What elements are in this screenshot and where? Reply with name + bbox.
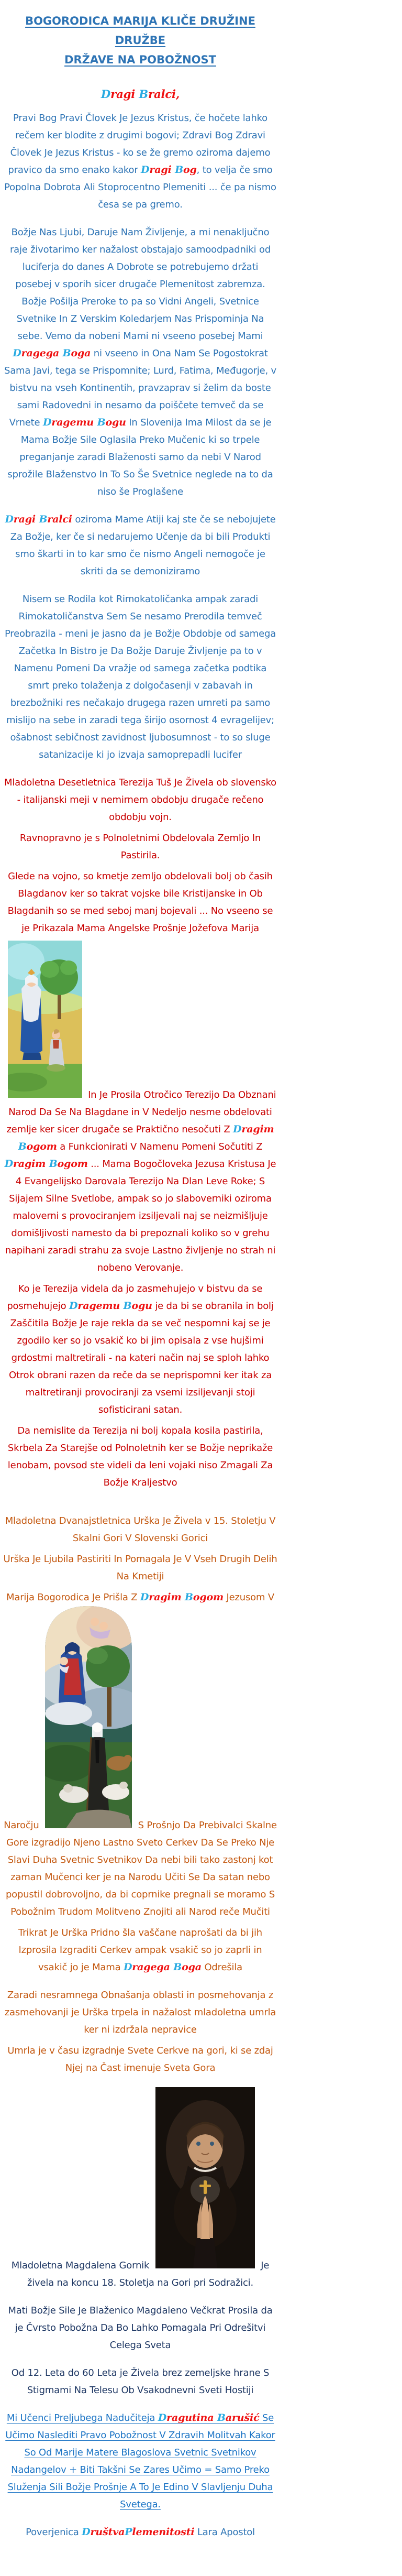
script-word-rest: ragi xyxy=(149,164,172,176)
urska-sveta-gora: Umrla je v času izgradnje Svete Cerkve na gori, ki se zdaj Njej na Čast imenuje Sveta Gora xyxy=(7,2045,273,2073)
script-word-initial: D xyxy=(123,1961,132,1973)
document-body xyxy=(3,12,277,2541)
highlighted-script-phrase xyxy=(18,1123,274,1152)
script-word-initial: B xyxy=(139,88,148,101)
script-word-initial: B xyxy=(62,347,71,359)
script-word-initial: D xyxy=(158,2412,167,2424)
script-word-rest: og xyxy=(183,164,197,176)
urska-intro: Mladoletna Dvanajstletnica Urška Je Živela v 15. Stoletju V Skalni Gori V Slovenski Gorici xyxy=(5,1515,276,1544)
rebirth-paragraph: Nisem se Rodila kot Rimokatoličanka ampak zaradi Rimokatoličanstva Sem Se nesamo Prerodila temveč Preobrazila - meni je jasno da je Božje Obdobje od samega Začetka In Bistro je Da Božje Daruje Življenje pa to v Namenu Pomeni Da vražje od samega začetka podtika smrt preko tolaženja z dolgočasenji v zabavah in brezbožniki res nečakajo drugega razen umreti pa samo mislijo na sebe in zaradi tega širijo osornost 4 evragelijev; ošabnost sebičnost zavidnost ljubosumnost - to so sluge satanizacije ki jo izvaja samoprepadli lucifer xyxy=(4,594,276,760)
script-word-initial: B xyxy=(173,1961,182,1973)
highlighted-script-phrase xyxy=(5,514,72,525)
dark-portrait-magdalena-praying-hands-crucifix xyxy=(155,2087,255,2268)
page-title-line1: BOGORODICA MARIJA KLIČE DRUŽINE DRUŽBE xyxy=(25,15,255,47)
script-word-rest: ralci, xyxy=(148,88,180,101)
page-title-line2: DRŽAVE NA POBOŽNOST xyxy=(64,53,216,66)
intro-paragraph: Pravi Bog Pravi Človek Je Jezus Kristus, če hočete lahko rečem ker blodite z drugimi bogovi; Zdravi Bog Zdravi Človek Je Jezus Kristus - ko se že gremo oziroma dajemo pravico da smo enako kakor Dragi Bog, to velja če smo Popolna Dobrota Ali Stoprocentno Plemeniti ... če pa nismo česa se pa gremo. xyxy=(4,113,276,210)
script-word-initial: D xyxy=(5,514,14,525)
script-word-rest: arušić xyxy=(225,2412,260,2424)
script-word-rest: ragi xyxy=(110,88,136,101)
highlighted-script-phrase xyxy=(125,2526,194,2538)
arched-painting-madonna-angels-shepherdess-with-flock xyxy=(45,1606,132,1828)
script-word-initial: D xyxy=(69,1300,78,1312)
script-word-initial: B xyxy=(175,164,183,176)
highlighted-script-phrase xyxy=(141,164,197,176)
urska-apparition-story: Marija Bogorodica Je Prišla Z Dragim Bogom Jezusom V Naročju S Prošnjo Da Prebivalci Skalne Gore izgradijo Njeno Lastno Sveto Cerkev Da Se Preko Nje Slavi Duha Svetnic Svetnikov Da nebi bili tako zastonj kot zaman Mučenci ker je na Narodu Učiti Se Da satan nebo popustil dobrovoljno, da bi coprnike pregnali se moramo S Pobožnim Trudom Molitveno Znojiti ali Narod reče Mučiti xyxy=(4,1591,277,1917)
script-word-rest: ogu xyxy=(105,417,126,428)
dear-readers-appeal: Dragi Bralci oziroma Mame Atiji kaj ste če se nebojujete Za Božje, ker če si nedarujemo Učenje da bi bili Produkti smo škarti in to kar smo če nismo Angeli nemogoče je skriti da se demoniziramo xyxy=(5,514,276,577)
salutation xyxy=(3,85,277,103)
magdalena-stigmata: Od 12. Leta do 60 Leta je Živela brez zemeljske hrane S Stigmami Na Telesu Ob Vsakodnevni Sveti Hostiji xyxy=(11,2367,270,2396)
terezija-diligence: Da nemislite da Terezija ni bolj kopala kosila pastirila, Skrbela Za Starejše od Polnoletnih ker se Božje neprikaže lenobam, povsod ste videli da leni vojaki niso Zmagali Za Božje Kraljestvo xyxy=(7,1425,273,1488)
script-word-rest: ogom xyxy=(193,1591,224,1603)
script-word-rest: ragi xyxy=(13,514,36,525)
script-word-initial: B xyxy=(123,1300,132,1312)
urska-three-times: Trikrat Je Urška Pridno šla vaščane naprošati da bi jih Izprosila Izgraditi Cerkev ampak vsakič so jo zaprli in vsakič jo je Mama Dragega Boga Odrešila xyxy=(18,1927,262,1973)
script-word-initial: D xyxy=(13,347,21,359)
script-word-rest: oga xyxy=(182,1961,202,1973)
script-word-initial: D xyxy=(233,1123,242,1135)
script-word-rest: ogom xyxy=(57,1158,88,1170)
script-word-rest: oga xyxy=(71,347,91,359)
script-word-initial: D xyxy=(140,1591,149,1603)
magdalena-intro: Mladoletna Magdalena Gornik Je živela na koncu 18. Stoletja na Gori pri Sodražici. xyxy=(3,2087,277,2291)
page-title xyxy=(3,12,277,70)
script-word-initial: B xyxy=(49,1158,58,1170)
script-word-rest: ragutina xyxy=(166,2412,214,2424)
script-word-rest: ragemu xyxy=(77,1300,120,1312)
script-word-rest: ragemu xyxy=(51,417,94,428)
script-word-rest: ogom xyxy=(26,1141,57,1152)
highlighted-script-phrase xyxy=(69,1300,152,1312)
magdalena-mission: Mati Božje Sile Je Blaženico Magdaleno Večkrat Prosila da je Čvrsto Pobožna Da Bo Lahko Pomagala Pri Odrešitvi Celega Sveta xyxy=(8,2305,273,2351)
script-word-rest: ralci xyxy=(47,514,72,525)
script-word-rest: ragega xyxy=(132,1961,170,1973)
signature-line: Poverjenica DruštvaPlemenitosti Lara Apostol xyxy=(26,2526,255,2538)
script-word-rest: ragim xyxy=(149,1591,182,1603)
script-word-initial: B xyxy=(39,514,48,525)
terezija-apparition-story: In Je Prosila Otročico Terezijo Da Obznani Narod Da Se Na Blagdane in V Nedeljo nesme obdelovati zemlje ker sicer drugače se Praktično nesočuti Z Dragim Bogom a Funkcionirati V Namenu Pomeni Sočutiti Z Dragim Bogom ... Mama Bogočloveka Jezusa Kristusa Je 4 Evangelijsko Darovala Terezijo Na Dlan Leve Roke; S Sijajem Silne Svetlobe, ampak so jo slaboverniki oziroma maloverni s provociranjem izsiljevali naj se neizmišljuje domišljivosti namesto da bi prepoznali koliko so v grehu napihani zaradi strahu za svoje Lastno življenje no strah ni nobeno Verovanje. xyxy=(3,941,277,1276)
highlighted-script-phrase xyxy=(101,88,180,101)
disciples-creed: Mi Učenci Preljubega Nadučiteja Dragutina Barušić Se Učimo Naslediti Pravo Pobožnost V Zdravih Molitvah Kakor So Od Marije Matere Blagoslova Svetnic Svetnikov Nadangelov + Biti Takšni Se Zares Učimo = Samo Preko Služenja Sili Božje Prošnje A To Je Edino V Slavljenju Duha Svetega. xyxy=(5,2412,275,2510)
script-word-rest: ragim xyxy=(241,1123,274,1135)
highlighted-script-phrase xyxy=(140,1591,224,1603)
script-word-initial: D xyxy=(141,164,150,176)
terezija-war-context: Glede na vojno, so kmetje zemljo obdelovali bolj ob časih Blagdanov ker so takrat vojske bile Kristijanske in Ob Blagdanih so se med seboj manj bojevali ... No vseeno se je Prikazala Mama Angelske Prošnje Jožefova Marija xyxy=(7,871,273,934)
highlighted-script-phrase xyxy=(124,1961,202,1973)
highlighted-script-phrase xyxy=(13,347,91,359)
god-loves-us-paragraph: Božje Nas Ljubi, Daruje Nam Življenje, a mi nenaključno raje životarimo ker nažalost obstajajo samoodpadniki od luciferja do danes A Dobrote se potrebujemo držati posebej v sporih sicer drugače Plemenitost zabremza. Božje Pošilja Preroke to pa so Vidni Angeli, Svetnice Svetnike In Z Verskim Koledarjem Nas Prispominja Na sebe. Vemo da nobeni Mami ni vseeno posebej Mami Dragega Boga ni vseeno in Ona Nam Se Pogostokrat Sama Javi, tega se Prispomnite; Lurd, Fatima, Međugorje, v bistvu na vseh Kontinentih, pravzaprav si želim da boste sami Radovedni in nesamo da poiščete temveč da se Vrnete Dragemu Bogu In Slovenija Ima Milost da se je Mama Božje Sile Oglasila Preko Mučenic ki so trpele preganjanje zaradi Blaženosti samo da nebi V Narod sprožile Blaženstvo In To So Še Svetnice neglede na to da niso še Proglašene xyxy=(4,227,276,497)
terezija-intro: Mladoletna Desetletnica Terezija Tuš Je Živela ob slovensko - italijanski meji v nemirnem obdobju drugače rečeno obdobju vojn. xyxy=(4,777,276,823)
highlighted-script-phrase xyxy=(43,417,126,428)
painting-mary-apparition-to-kneeling-child xyxy=(8,941,82,1098)
script-word-rest: ragega xyxy=(21,347,60,359)
script-word-initial: B xyxy=(18,1141,27,1152)
highlighted-script-phrase xyxy=(5,1158,88,1170)
script-word-initial: D xyxy=(4,1158,13,1170)
terezija-work: Ravnopravno je s Polnoletnimi Obdelovala Zemljo In Pastirila. xyxy=(19,833,261,861)
script-word-initial: D xyxy=(100,88,111,101)
script-word-rest: ragim xyxy=(13,1158,46,1170)
script-word-initial: D xyxy=(82,2526,91,2538)
script-word-initial: P xyxy=(125,2526,132,2538)
script-word-rest: lemenitosti xyxy=(132,2526,195,2538)
highlighted-script-phrase xyxy=(82,2526,125,2538)
script-word-initial: B xyxy=(184,1591,193,1603)
highlighted-script-phrase xyxy=(158,2412,260,2424)
urska-work: Urška Je Ljubila Pastiriti In Pomagala Je V Vseh Drugih Delih Na Kmetiji xyxy=(3,1554,277,1582)
script-word-rest: ogu xyxy=(131,1300,152,1312)
script-word-initial: B xyxy=(217,2412,226,2424)
script-word-initial: D xyxy=(42,417,52,428)
document-content xyxy=(3,85,277,2541)
script-word-initial: B xyxy=(97,417,106,428)
terezija-mockery: Ko je Terezija videla da jo zasmehujejo v bistvu da se posmehujejo Dragemu Bogu je da bi se obranila in bolj Zaščitila Božje Je raje rekla da se več nespomni kaj se je zgodilo ker so jo vsakič ko bi jim opisala z vse hujšimi grdostmi maltretirali - na kateri način naj se sploh lahko Otrok obrani razen da reče da se neprispomni ker itak za maltretiranji provociranji za vsemi izsiljevanji stoji sofisticirani satan. xyxy=(7,1283,274,1415)
script-word-rest: ruštva xyxy=(90,2526,125,2538)
urska-death: Zaradi nesramnega Obnašanja oblasti in posmehovanja z zasmehovanji je Urška trpela in nažalost mladoletna umrla ker ni izdržala nepravice xyxy=(4,1990,276,2035)
